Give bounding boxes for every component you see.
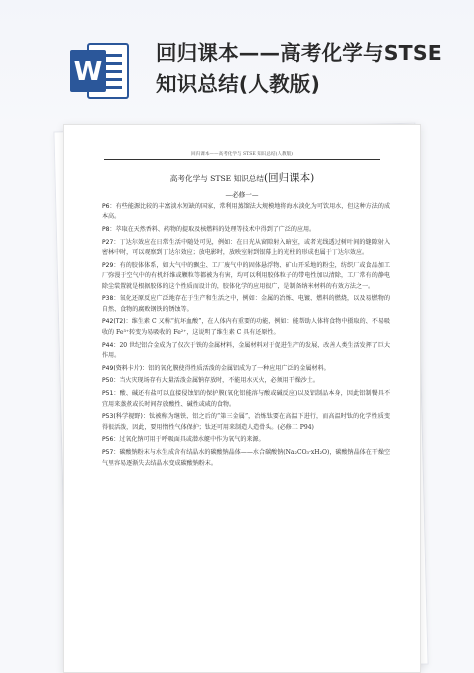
page-reference: P56： xyxy=(102,436,120,444)
page-reference: P6： xyxy=(102,203,116,210)
paragraph xyxy=(102,448,390,469)
page-reference: P29： xyxy=(102,261,120,269)
paragraph-text: 有些能源比较的丰富淡水短缺的国家，常利用蒸馏法大规模地将海水淡化为可饮用水，但这种方法的成本高。 xyxy=(102,203,391,221)
page-reference: P57： xyxy=(102,449,120,457)
document-title-suffix: (回归课本) xyxy=(263,172,315,184)
paragraph-text: 维生素 C 又称“抗坏血酸”，在人体内有重要的功能，例如：能帮助人体将食物中摄取的、不易吸收的 Fe³⁺转变为易吸收的 Fe²⁺，这说明了维生素 C 具有还原性。 xyxy=(102,318,390,336)
document-body xyxy=(102,202,390,471)
page-reference: P38： xyxy=(102,295,120,303)
page-reference: P27： xyxy=(102,238,120,246)
paragraph xyxy=(102,317,390,338)
paragraph xyxy=(102,376,390,386)
page-reference: P8： xyxy=(102,226,116,234)
word-icon-letter: W xyxy=(73,57,103,87)
page-reference: P44： xyxy=(102,341,120,349)
page-reference: P49(资料卡片)： xyxy=(102,364,149,372)
paragraph xyxy=(102,202,390,223)
word-document-icon xyxy=(68,40,130,102)
paragraph-text: 丁达尔效应在日常生活中随处可见，例如：在日光从窗隙射入暗室，或者光线透过树叶间的缝隙射入密林中时，可以观察到丁达尔效应；放电影时，放映室射到银幕上的光柱的形成也属于丁达尔效应。 xyxy=(102,238,390,257)
section-label: 必修一 xyxy=(232,191,252,199)
paragraph-text: 20 世纪铝合金成为了仅次于铁的金属材料，金属材料对于促进生产的发展、改善人类生活发挥了巨大作用。 xyxy=(102,341,390,359)
page-reference: P53(科学视野)： xyxy=(102,413,150,421)
paragraph xyxy=(102,435,390,445)
paragraph xyxy=(102,412,390,433)
paragraph xyxy=(102,364,390,374)
paragraph-text: 碳酸钠粉末与水生成含有结晶水的碳酸钠晶体——水合碳酸钠(Na₂CO₃·xH₂O)，碳酸钠晶体在干燥空气里容易逐渐失去结晶水变成碳酸钠粉末。 xyxy=(102,449,391,467)
paragraph-text: 过氧化钠可用于呼吸面具或潜水艇中作为氧气的来源。 xyxy=(119,436,265,444)
page-reference: P51： xyxy=(102,390,120,398)
running-head: 回归课本——高考化学与 STSE 知识总结(人教版) xyxy=(104,151,380,160)
document-title-main: 高考化学与 STSE 知识总结 xyxy=(169,174,264,183)
paragraph xyxy=(102,261,390,292)
page-reference: P50： xyxy=(102,377,120,385)
paragraph-text: 有的胶体体系，如大气中的飘尘、工厂废气中的固体悬浮物、矿山开采地的粉尘，纺织厂或食品加工厂弥漫于空气中的有机纤维或颗粒等都被为有害，均可以利用胶体粒子的带电性加以清除，工厂常有的静电除尘装置就是根据胶体的这个性质而设计的，胶体化学的应用很广，是制备纳米材料的有效方法之一。 xyxy=(102,261,390,290)
page-reference: P42(T2)： xyxy=(102,318,132,326)
paragraph-text: 萃取在天然香料、药物的提取及核燃料的处理等技术中得到了广泛的应用。 xyxy=(115,226,316,234)
document-page xyxy=(63,124,421,673)
paragraph xyxy=(102,238,390,259)
paragraph-text: 钛被称为继铁、铝之后的“第三金属”，冶炼钛要在高温下进行，而高温时钛的化学性质变得很活泼，因此，要用惰性气体保护；钛还可用来制造人造骨头。(必修二 P94) xyxy=(102,413,390,431)
paragraph xyxy=(102,389,390,410)
section-heading: —必修一— xyxy=(225,191,259,199)
paragraph xyxy=(102,225,390,235)
page-title: 回归课本——高考化学与STSE知识总结(人教版) xyxy=(156,41,443,96)
paragraph-text: 当火灾现场存有大量活泼金属钠存放时，不能用水灭火，必须用干燥沙土。 xyxy=(119,377,319,385)
document-title xyxy=(64,170,420,185)
paragraph-text: 氧化还原反应广泛地存在于生产和生活之中，例如：金属的冶炼、电镀、燃料的燃烧，以及易燃物的自然、食物的腐败钢铁的锈蚀等。 xyxy=(102,295,390,313)
paragraph xyxy=(102,341,390,362)
paragraph-text: 酸、碱还有盐可以直接侵蚀铝的保护膜(氧化铝能溶与酸或碱反应)以及铝制品本身，因此铝制餐具不宜用来蒸煮或长时间存放酸性、碱性或咸的食物。 xyxy=(102,390,391,408)
paragraph-text: 铝的氧化膜使得性质活泼的金属铝成为了一种应用广泛的金属材料。 xyxy=(148,364,330,372)
paragraph xyxy=(102,294,390,315)
